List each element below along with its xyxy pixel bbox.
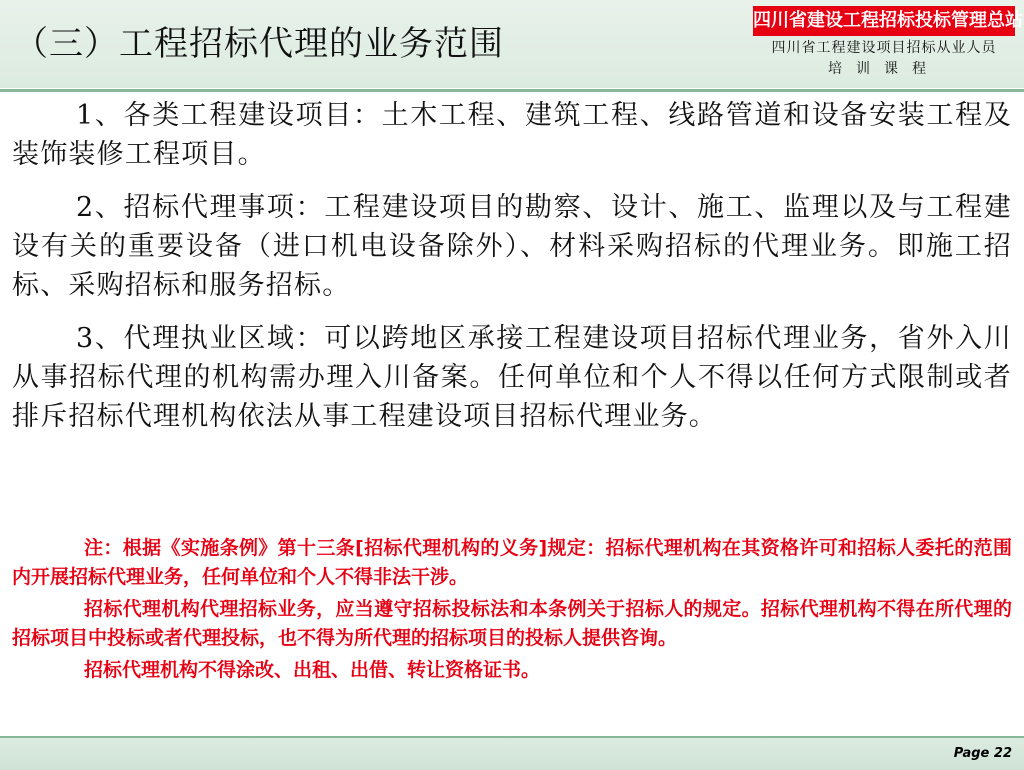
note-certificate-rule: 招标代理机构不得涂改、出租、出借、转让资格证书。 xyxy=(84,659,541,681)
course-caption xyxy=(753,38,1015,80)
note-article-13: 注：根据《实施条例》第十三条[招标代理机构的义务]规定：招标代理机构在其资格许可和招标人委托的范围内开展招标代理业务，任何单位和个人不得非法干涉。 xyxy=(12,537,1012,588)
slide-title: （三）工程招标代理的业务范围 xyxy=(14,24,504,64)
slide-footer xyxy=(0,736,1024,770)
slide-body xyxy=(12,96,1012,450)
course-caption-line2: 培训课程 xyxy=(828,61,940,77)
scope-item-projects: 1、各类工程建设项目：土木工程、建筑工程、线路管道和设备安装工程及装饰装修工程项目。 xyxy=(12,100,1012,170)
page-number: Page 22 xyxy=(953,746,1012,761)
scope-item-matters: 2、招标代理事项：工程建设项目的勘察、设计、施工、监理以及与工程建设有关的重要设备（进口机电设备除外）、材料采购招标的代理业务。即施工招标、采购招标和服务招标。 xyxy=(12,192,1012,301)
organization-badge: 四川省建设工程招标投标管理总站 xyxy=(753,6,1015,36)
header-divider xyxy=(0,89,1024,92)
course-caption-line1: 四川省工程建设项目招标从业人员 xyxy=(771,40,997,56)
slide-header xyxy=(0,0,1024,88)
regulation-notes xyxy=(12,534,1012,688)
note-agency-obligations: 招标代理机构代理招标业务，应当遵守招标投标法和本条例关于招标人的规定。招标代理机构不得在所代理的招标项目中投标或者代理投标，也不得为所代理的招标项目的投标人提供咨询。 xyxy=(12,598,1012,649)
scope-item-region: 3、代理执业区域：可以跨地区承接工程建设项目招标代理业务，省外入川从事招标代理的机构需办理入川备案。任何单位和个人不得以任何方式限制或者排斥招标代理机构依法从事工程建设项目招标代理业务。 xyxy=(12,323,1012,432)
